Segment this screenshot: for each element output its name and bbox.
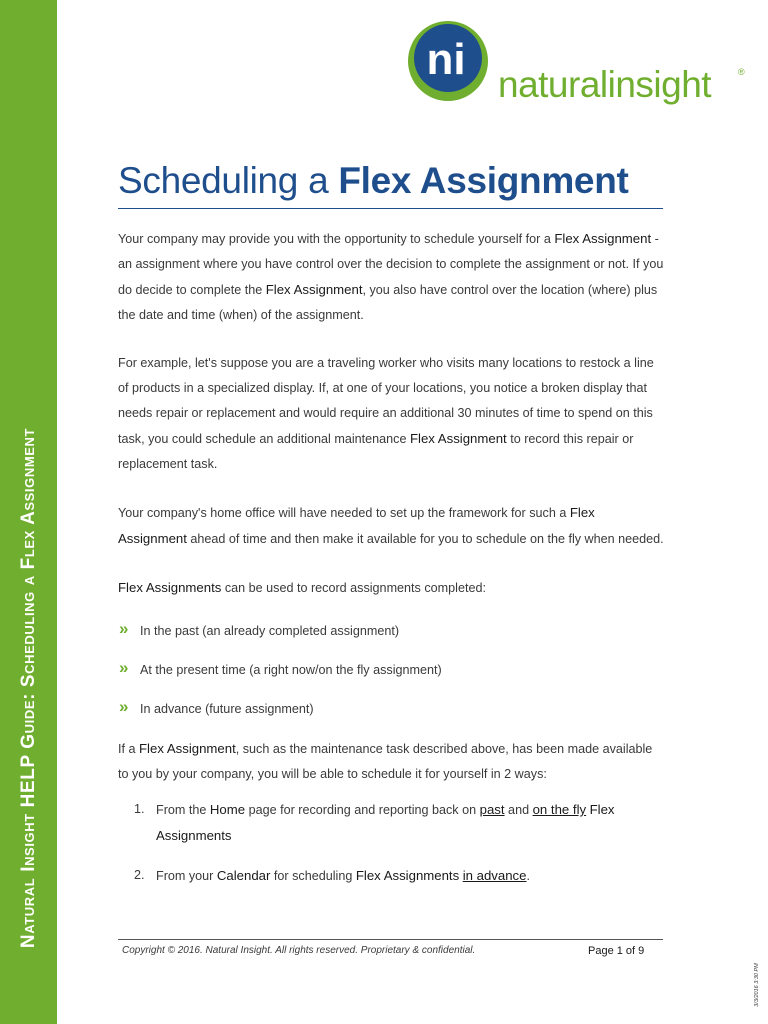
text: Your company may provide you with the opportunity to schedule yourself for a [118, 232, 555, 246]
list-item [118, 619, 666, 644]
sidebar-band [0, 0, 57, 1024]
print-timestamp: 3/3/2016 3:30 PM [754, 963, 760, 1007]
logo-wordmark: naturalinsight [498, 64, 712, 105]
item-number: 1. [134, 802, 145, 816]
ways-paragraph [118, 736, 666, 787]
term-flex-assignment: Flex Assignment [409, 431, 507, 446]
text: For example, let's suppose you are a traveling worker who visits many locations to restock a line of products in a specialized display. If, at one of your locations, you notice a broken display that needs repair or replacement and would require an additional 30 minutes of time to spend on this task, you could schedule an additional maintenance [118, 356, 654, 446]
text: If a [118, 742, 139, 756]
uses-paragraph [118, 575, 666, 601]
logo-registered: ® [738, 67, 745, 77]
text: and [504, 803, 533, 817]
guide-title-vertical: Natural Insight HELP Guide: Scheduling a Flex Assignment [18, 427, 39, 949]
text: - an assignment where you have control over the decision to complete the assignment or not. If you do decide to complete the [118, 232, 664, 297]
term-flex-assignment: Flex Assignment [139, 741, 236, 756]
text: to record this repair or replacement task. [118, 432, 634, 471]
in-advance-link[interactable]: in advance [462, 868, 527, 883]
term-flex-assignments: Flex Assignments [355, 868, 460, 883]
term-flex-assignment: Flex Assignment [554, 231, 652, 246]
text: Your company's home office will have needed to set up the framework for such a [118, 506, 570, 520]
list-item [118, 697, 666, 722]
text: , such as the maintenance task described above, has been made available to you by your company, you will be able to schedule it for yourself in 2 ways: [118, 742, 653, 781]
home-office-paragraph [118, 500, 666, 552]
list-item-text: In the past (an already completed assignment) [140, 624, 400, 638]
footer-copyright: Copyright © 2016. Natural Insight. All rights reserved. Proprietary & confidential. [122, 945, 476, 956]
timing-list [118, 619, 666, 722]
footer-divider [118, 939, 663, 940]
list-item [118, 658, 666, 683]
page-title [118, 160, 663, 202]
on-the-fly-link[interactable]: on the fly [532, 802, 587, 817]
home-link[interactable]: Home [209, 802, 246, 817]
chevron-right-icon: » [119, 697, 129, 716]
term-flex-assignments: Flex Assignments [118, 580, 222, 595]
text: ahead of time and then make it available for you to schedule on the fly when needed. [186, 532, 664, 546]
text: for scheduling [270, 869, 356, 883]
text: From your [156, 869, 217, 883]
page-number: Page 1 of 9 [588, 945, 645, 957]
logo-mark-text: ni [426, 35, 466, 84]
text: page for recording and reporting back on [245, 803, 480, 817]
text: , you also have control over the location (where) plus the date and time (when) of the assignment. [118, 283, 658, 322]
list-item-text: In advance (future assignment) [140, 702, 314, 716]
term-flex-assignment: Flex Assignment [118, 505, 595, 546]
chevron-right-icon: » [119, 658, 129, 677]
chevron-right-icon: » [119, 619, 129, 638]
company-logo [408, 18, 748, 108]
past-link[interactable]: past [479, 802, 505, 817]
term-flex-assignment: Flex Assignment [265, 282, 363, 297]
text: can be used to record assignments completed: [221, 581, 486, 595]
calendar-link[interactable]: Calendar [216, 868, 271, 883]
text: From the [156, 803, 210, 817]
text: . [526, 869, 530, 883]
document-body [118, 226, 666, 903]
term-flex-assignments: Flex Assignments [156, 802, 615, 843]
list-item [118, 797, 666, 849]
item-number: 2. [134, 868, 145, 882]
title-prefix: Scheduling a [118, 160, 339, 201]
title-divider [118, 208, 663, 209]
example-paragraph [118, 351, 666, 477]
list-item-text: At the present time (a right now/on the fly assignment) [140, 663, 442, 677]
title-emphasis: Flex Assignment [338, 160, 629, 201]
intro-paragraph [118, 226, 666, 328]
ni-logo-icon [408, 18, 494, 104]
list-item [118, 863, 666, 889]
ways-list [118, 797, 666, 889]
